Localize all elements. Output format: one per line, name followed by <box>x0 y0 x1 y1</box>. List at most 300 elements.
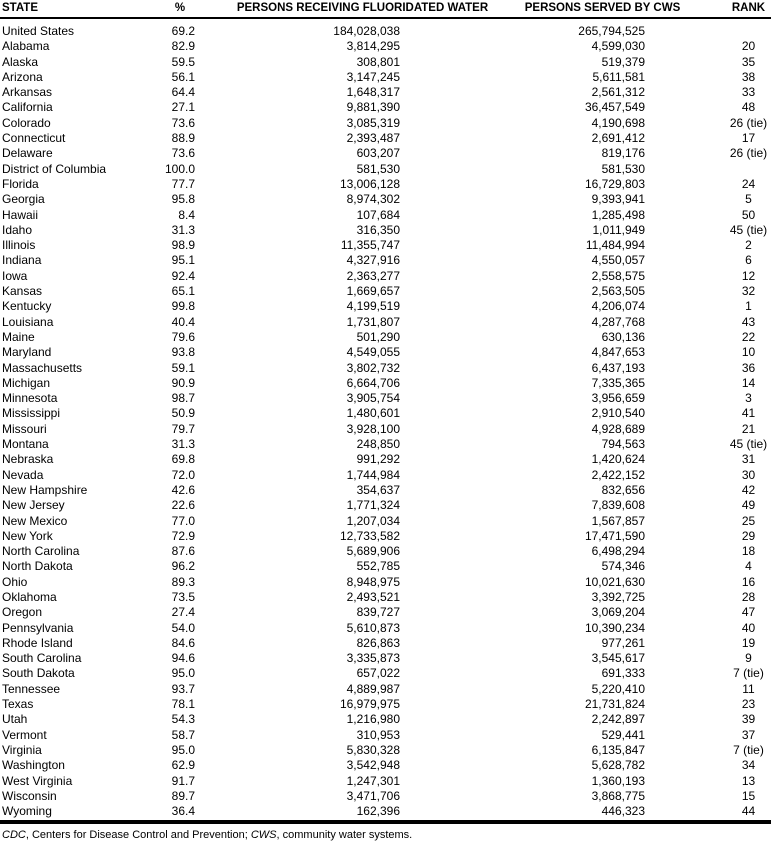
rank-cell: 49 <box>741 498 756 513</box>
table-row <box>0 315 771 330</box>
persons-fluoridated-cell: 3,335,873 <box>346 651 400 666</box>
persons-fluoridated-cell: 603,207 <box>356 146 400 161</box>
state-cell: Missouri <box>2 421 47 436</box>
state-cell: Georgia <box>2 192 45 207</box>
table-row <box>0 85 771 100</box>
percent-cell: 27.4 <box>171 605 195 620</box>
persons-fluoridated-cell: 1,648,317 <box>346 85 400 100</box>
persons-cws-cell: 3,069,204 <box>591 605 645 620</box>
rank-cell: 2 <box>745 238 752 253</box>
persons-fluoridated-cell: 581,530 <box>356 161 400 176</box>
rank-cell: 39 <box>741 712 756 727</box>
percent-cell: 95.8 <box>171 192 195 207</box>
table-row <box>0 253 771 268</box>
rank-cell: 37 <box>741 727 756 742</box>
persons-fluoridated-cell: 9,881,390 <box>346 100 400 115</box>
table-row <box>0 18 771 39</box>
persons-cws-cell: 6,135,847 <box>591 742 645 757</box>
rank-cell: 32 <box>741 284 756 299</box>
percent-cell: 79.6 <box>171 329 195 344</box>
percent-cell: 73.5 <box>171 589 195 604</box>
rank-cell: 41 <box>741 406 756 421</box>
state-cell: North Carolina <box>2 544 80 559</box>
state-cell: Hawaii <box>2 207 39 222</box>
rank-cell: 45 (tie) <box>729 222 768 237</box>
state-cell: Nevada <box>2 467 44 482</box>
state-cell: Michigan <box>2 375 51 390</box>
table-header-row <box>0 0 771 18</box>
persons-cws-cell: 1,567,857 <box>591 513 645 528</box>
persons-fluoridated-cell: 552,785 <box>356 559 400 574</box>
percent-cell: 78.1 <box>171 697 195 712</box>
persons-fluoridated-cell: 1,771,324 <box>346 498 400 513</box>
percent-cell: 93.7 <box>171 681 195 696</box>
percent-cell: 50.9 <box>171 406 195 421</box>
col-header-percent: % <box>140 0 220 18</box>
rank-cell: 34 <box>741 758 756 773</box>
persons-fluoridated-cell: 657,022 <box>356 666 400 681</box>
state-cell: Arkansas <box>2 85 53 100</box>
persons-fluoridated-cell: 3,471,706 <box>346 788 400 803</box>
persons-fluoridated-cell: 1,669,657 <box>346 284 400 299</box>
table-row <box>0 544 771 559</box>
table-row <box>0 361 771 376</box>
table-row <box>0 682 771 697</box>
rank-cell: 5 <box>745 192 752 207</box>
table-row <box>0 391 771 406</box>
persons-fluoridated-cell: 4,549,055 <box>346 345 400 360</box>
table-row <box>0 651 771 666</box>
state-cell: Iowa <box>2 268 28 283</box>
table-row <box>0 621 771 636</box>
persons-cws-cell: 2,422,152 <box>591 467 645 482</box>
percent-cell: 59.5 <box>171 54 195 69</box>
state-cell: Idaho <box>2 222 33 237</box>
persons-cws-cell: 4,847,653 <box>591 345 645 360</box>
state-cell: New Hampshire <box>2 482 88 497</box>
table-row <box>0 284 771 299</box>
persons-fluoridated-cell: 3,928,100 <box>346 421 400 436</box>
table-row <box>0 162 771 177</box>
rank-cell: 20 <box>741 39 756 54</box>
persons-fluoridated-cell: 3,814,295 <box>346 39 400 54</box>
table-row <box>0 39 771 54</box>
table-row <box>0 804 771 819</box>
persons-cws-cell: 4,599,030 <box>591 39 645 54</box>
rank-cell: 11 <box>742 681 755 696</box>
persons-fluoridated-cell: 1,207,034 <box>346 513 400 528</box>
persons-fluoridated-cell: 13,006,128 <box>339 176 400 191</box>
rank-cell: 48 <box>741 100 756 115</box>
state-cell: Alabama <box>2 39 50 54</box>
percent-cell: 89.7 <box>171 788 195 803</box>
persons-cws-cell: 36,457,549 <box>584 100 645 115</box>
persons-fluoridated-cell: 3,905,754 <box>346 391 400 406</box>
table-row <box>0 223 771 238</box>
rank-cell: 43 <box>741 314 756 329</box>
persons-cws-cell: 4,550,057 <box>591 253 645 268</box>
percent-cell: 95.0 <box>171 666 195 681</box>
state-cell: Louisiana <box>2 314 54 329</box>
table-row <box>0 299 771 314</box>
state-cell: Alaska <box>2 54 39 69</box>
persons-cws-cell: 265,794,525 <box>578 24 645 38</box>
persons-cws-cell: 4,190,698 <box>591 115 645 130</box>
rank-cell: 45 (tie) <box>729 437 768 452</box>
rank-cell: 7 (tie) <box>733 742 764 757</box>
state-cell: Oregon <box>2 605 43 620</box>
persons-fluoridated-cell: 1,216,980 <box>346 712 400 727</box>
persons-cws-cell: 16,729,803 <box>584 176 645 191</box>
percent-cell: 31.3 <box>171 222 195 237</box>
persons-fluoridated-cell: 12,733,582 <box>339 528 400 543</box>
state-cell: New Mexico <box>2 513 68 528</box>
state-cell: Vermont <box>2 727 47 742</box>
persons-cws-cell: 10,390,234 <box>584 620 645 635</box>
persons-cws-cell: 2,563,505 <box>591 284 645 299</box>
rank-cell: 22 <box>741 329 756 344</box>
persons-fluoridated-cell: 3,147,245 <box>346 69 400 84</box>
rank-cell: 4 <box>745 559 752 574</box>
table-row <box>0 789 771 804</box>
percent-cell: 73.6 <box>171 115 195 130</box>
table-row <box>0 55 771 70</box>
persons-cws-cell: 819,176 <box>601 146 645 161</box>
col-header-persons-fluoridated-water: PERSONS RECEIVING FLUORIDATED WATER <box>220 0 505 18</box>
table-row <box>0 590 771 605</box>
percent-cell: 98.9 <box>171 238 195 253</box>
table-row <box>0 728 771 743</box>
state-cell: Maine <box>2 329 35 344</box>
table-row <box>0 774 771 789</box>
persons-fluoridated-cell: 316,350 <box>356 222 400 237</box>
percent-cell: 99.8 <box>171 299 195 314</box>
table-row <box>0 483 771 498</box>
persons-fluoridated-cell: 1,731,807 <box>346 314 400 329</box>
state-cell: California <box>2 100 53 115</box>
table-row <box>0 712 771 727</box>
state-cell: Wisconsin <box>2 788 57 803</box>
state-cell: Minnesota <box>2 391 58 406</box>
percent-cell: 94.6 <box>171 651 195 666</box>
persons-fluoridated-cell: 1,744,984 <box>346 467 400 482</box>
persons-fluoridated-cell: 11,355,747 <box>340 238 400 253</box>
state-cell: West Virginia <box>2 773 73 788</box>
persons-fluoridated-cell: 354,637 <box>356 482 400 497</box>
persons-cws-cell: 446,323 <box>601 804 645 819</box>
rank-cell: 14 <box>741 375 756 390</box>
state-cell: Colorado <box>2 115 51 130</box>
percent-cell: 100.0 <box>164 161 195 176</box>
persons-fluoridated-cell: 5,830,328 <box>346 742 400 757</box>
table-row <box>0 376 771 391</box>
persons-cws-cell: 21,731,824 <box>584 697 645 712</box>
state-cell: District of Columbia <box>2 161 107 176</box>
persons-cws-cell: 6,437,193 <box>591 360 645 375</box>
state-cell: Tennessee <box>2 681 61 696</box>
persons-cws-cell: 2,242,897 <box>591 712 645 727</box>
state-cell: Washington <box>2 758 65 773</box>
persons-cws-cell: 5,220,410 <box>591 681 645 696</box>
persons-cws-cell: 2,691,412 <box>591 131 645 146</box>
percent-cell: 58.7 <box>171 727 195 742</box>
state-cell: North Dakota <box>2 559 73 574</box>
col-header-state: STATE <box>0 0 140 18</box>
table-bottom-rule <box>0 820 771 824</box>
percent-cell: 69.2 <box>171 24 195 38</box>
rank-cell: 47 <box>741 605 756 620</box>
persons-cws-cell: 2,561,312 <box>591 85 645 100</box>
rank-cell: 21 <box>741 421 756 436</box>
persons-cws-cell: 17,471,590 <box>584 528 645 543</box>
persons-fluoridated-cell: 839,727 <box>356 605 400 620</box>
persons-cws-cell: 2,910,540 <box>591 406 645 421</box>
rank-cell: 38 <box>741 69 756 84</box>
state-cell: United States <box>2 24 75 38</box>
rank-cell <box>700 18 771 39</box>
col-header-rank: RANK <box>700 0 771 18</box>
percent-cell: 54.0 <box>171 620 195 635</box>
persons-cws-cell: 7,335,365 <box>591 375 645 390</box>
rank-cell: 13 <box>741 773 756 788</box>
persons-cws-cell: 630,136 <box>601 329 645 344</box>
persons-fluoridated-cell: 4,889,987 <box>346 681 400 696</box>
footnote-text: , Centers for Disease Control and Prevention; <box>25 829 251 842</box>
persons-fluoridated-cell: 6,664,706 <box>346 375 400 390</box>
rank-cell: 29 <box>741 528 756 543</box>
persons-fluoridated-cell: 308,801 <box>356 54 400 69</box>
percent-cell: 69.8 <box>171 452 195 467</box>
table-row <box>0 575 771 590</box>
table-row <box>0 743 771 758</box>
table-row <box>0 666 771 681</box>
persons-fluoridated-cell: 162,396 <box>356 804 400 819</box>
footnote-abbreviation: CWS <box>250 829 277 842</box>
percent-cell: 31.3 <box>171 437 195 452</box>
percent-cell: 77.0 <box>171 513 195 528</box>
persons-fluoridated-cell: 107,684 <box>356 207 400 222</box>
rank-cell: 40 <box>741 620 756 635</box>
state-cell: Virginia <box>2 742 42 757</box>
footnote-text: , community water systems. <box>276 829 413 842</box>
persons-cws-cell: 4,928,689 <box>591 421 645 436</box>
persons-cws-cell: 10,021,630 <box>584 574 645 589</box>
footnote-abbreviation: CDC <box>2 829 26 842</box>
table-row <box>0 529 771 544</box>
persons-fluoridated-cell: 3,542,948 <box>346 758 400 773</box>
percent-cell: 40.4 <box>171 314 195 329</box>
table-row <box>0 70 771 85</box>
rank-cell: 42 <box>741 482 756 497</box>
rank-cell: 18 <box>741 544 756 559</box>
persons-fluoridated-cell: 5,610,873 <box>346 620 400 635</box>
state-cell: Ohio <box>2 574 28 589</box>
rank-cell: 26 (tie) <box>729 115 768 130</box>
persons-fluoridated-cell: 2,363,277 <box>346 268 400 283</box>
state-cell: Florida <box>2 176 39 191</box>
table-row <box>0 605 771 620</box>
state-cell: Oklahoma <box>2 589 57 604</box>
table-row <box>0 437 771 452</box>
rank-cell: 19 <box>741 635 756 650</box>
persons-cws-cell: 1,011,949 <box>592 222 645 237</box>
state-cell: New Jersey <box>2 498 65 513</box>
rank-cell: 25 <box>741 513 756 528</box>
table-row <box>0 146 771 161</box>
percent-cell: 87.6 <box>171 544 195 559</box>
persons-cws-cell: 1,420,624 <box>591 452 645 467</box>
percent-cell: 92.4 <box>171 268 195 283</box>
percent-cell: 64.4 <box>171 85 195 100</box>
persons-fluoridated-cell: 4,327,916 <box>346 253 400 268</box>
table-row <box>0 498 771 513</box>
percent-cell: 27.1 <box>171 100 195 115</box>
percent-cell: 91.7 <box>171 773 195 788</box>
percent-cell: 73.6 <box>171 146 195 161</box>
percent-cell: 62.9 <box>171 758 195 773</box>
table-row <box>0 116 771 131</box>
percent-cell: 89.3 <box>171 574 195 589</box>
persons-cws-cell: 2,558,575 <box>591 268 645 283</box>
percent-cell: 59.1 <box>171 360 195 375</box>
persons-cws-cell: 3,956,659 <box>591 391 645 406</box>
persons-cws-cell: 1,285,498 <box>591 207 645 222</box>
table-row <box>0 100 771 115</box>
persons-cws-cell: 3,545,617 <box>591 651 645 666</box>
persons-cws-cell: 4,206,074 <box>591 299 645 314</box>
rank-cell: 30 <box>741 467 756 482</box>
rank-cell: 1 <box>745 299 752 314</box>
persons-cws-cell: 5,611,581 <box>592 69 645 84</box>
percent-cell: 90.9 <box>171 375 195 390</box>
persons-fluoridated-cell: 4,199,519 <box>346 299 400 314</box>
rank-cell: 35 <box>741 54 756 69</box>
state-cell: Nebraska <box>2 452 54 467</box>
persons-fluoridated-cell: 8,974,302 <box>346 192 400 207</box>
persons-cws-cell: 691,333 <box>601 666 645 681</box>
state-cell: Arizona <box>2 69 43 84</box>
percent-cell: 77.7 <box>171 176 195 191</box>
rank-cell: 7 (tie) <box>733 666 764 681</box>
percent-cell: 22.6 <box>171 498 195 513</box>
percent-cell: 54.3 <box>171 712 195 727</box>
table-row <box>0 636 771 651</box>
col-header-persons-served-cws: PERSONS SERVED BY CWS <box>505 0 700 18</box>
table-row <box>0 177 771 192</box>
persons-fluoridated-cell: 1,480,601 <box>346 406 400 421</box>
percent-cell: 42.6 <box>171 482 195 497</box>
percent-cell: 72.0 <box>171 467 195 482</box>
state-cell: Connecticut <box>2 131 66 146</box>
rank-cell: 16 <box>741 574 756 589</box>
rank-cell: 24 <box>741 176 756 191</box>
rank-cell: 26 (tie) <box>729 146 768 161</box>
state-cell: Delaware <box>2 146 53 161</box>
state-cell: Massachusetts <box>2 360 83 375</box>
persons-fluoridated-cell: 2,393,487 <box>346 131 400 146</box>
state-cell: Rhode Island <box>2 635 73 650</box>
persons-cws-cell: 7,839,608 <box>591 498 645 513</box>
table-row <box>0 330 771 345</box>
state-cell: New York <box>2 528 53 543</box>
state-cell: South Carolina <box>2 651 82 666</box>
percent-cell: 82.9 <box>171 39 195 54</box>
table-row <box>0 514 771 529</box>
rank-cell: 28 <box>741 589 756 604</box>
persons-cws-cell: 794,563 <box>601 437 645 452</box>
table-header <box>0 0 771 18</box>
percent-cell: 88.9 <box>171 131 195 146</box>
state-cell: Texas <box>2 697 34 712</box>
rank-cell: 33 <box>741 85 756 100</box>
table-footnote <box>0 829 771 842</box>
persons-fluoridated-cell: 310,953 <box>356 727 400 742</box>
state-cell: Kansas <box>2 284 43 299</box>
table-row <box>0 238 771 253</box>
table-row <box>0 697 771 712</box>
state-cell: South Dakota <box>2 666 75 681</box>
percent-cell: 95.1 <box>171 253 195 268</box>
percent-cell: 65.1 <box>171 284 195 299</box>
rank-cell: 10 <box>741 345 756 360</box>
persons-cws-cell: 9,393,941 <box>591 192 645 207</box>
persons-fluoridated-cell: 184,028,038 <box>333 24 400 38</box>
persons-cws-cell: 6,498,294 <box>591 544 645 559</box>
persons-fluoridated-cell: 16,979,975 <box>339 697 400 712</box>
persons-cws-cell: 1,360,193 <box>591 773 645 788</box>
persons-cws-cell: 11,484,994 <box>585 238 645 253</box>
percent-cell: 8.4 <box>178 207 195 222</box>
table-row <box>0 468 771 483</box>
state-cell: Mississippi <box>2 406 61 421</box>
persons-fluoridated-cell: 3,085,319 <box>346 115 400 130</box>
persons-fluoridated-cell: 3,802,732 <box>346 360 400 375</box>
percent-cell: 84.6 <box>171 635 195 650</box>
table-row <box>0 452 771 467</box>
percent-cell: 95.0 <box>171 742 195 757</box>
persons-fluoridated-cell: 248,850 <box>356 437 400 452</box>
table-body <box>0 18 771 819</box>
persons-cws-cell: 977,261 <box>601 635 645 650</box>
persons-fluoridated-cell: 501,290 <box>356 329 400 344</box>
percent-cell: 96.2 <box>171 559 195 574</box>
persons-cws-cell: 581,530 <box>601 161 645 176</box>
state-cell: Indiana <box>2 253 42 268</box>
rank-cell: 15 <box>741 788 756 803</box>
rank-cell: 12 <box>741 268 756 283</box>
percent-cell: 79.7 <box>171 421 195 436</box>
percent-cell: 93.8 <box>171 345 195 360</box>
rank-cell: 31 <box>741 452 756 467</box>
state-cell: Pennsylvania <box>2 620 74 635</box>
persons-cws-cell: 832,656 <box>601 482 645 497</box>
persons-cws-cell: 5,628,782 <box>591 758 645 773</box>
table-row <box>0 345 771 360</box>
persons-fluoridated-cell: 8,948,975 <box>346 574 400 589</box>
persons-fluoridated-cell: 826,863 <box>356 635 400 650</box>
rank-cell: 3 <box>745 391 752 406</box>
percent-cell: 36.4 <box>171 804 195 819</box>
state-cell: Montana <box>2 437 49 452</box>
persons-cws-cell: 529,441 <box>601 727 645 742</box>
table-row <box>0 131 771 146</box>
state-cell: Maryland <box>2 345 52 360</box>
rank-cell: 6 <box>745 253 752 268</box>
rank-cell <box>700 162 771 177</box>
rank-cell: 44 <box>741 804 756 819</box>
persons-fluoridated-cell: 991,292 <box>356 452 400 467</box>
rank-cell: 23 <box>741 697 756 712</box>
